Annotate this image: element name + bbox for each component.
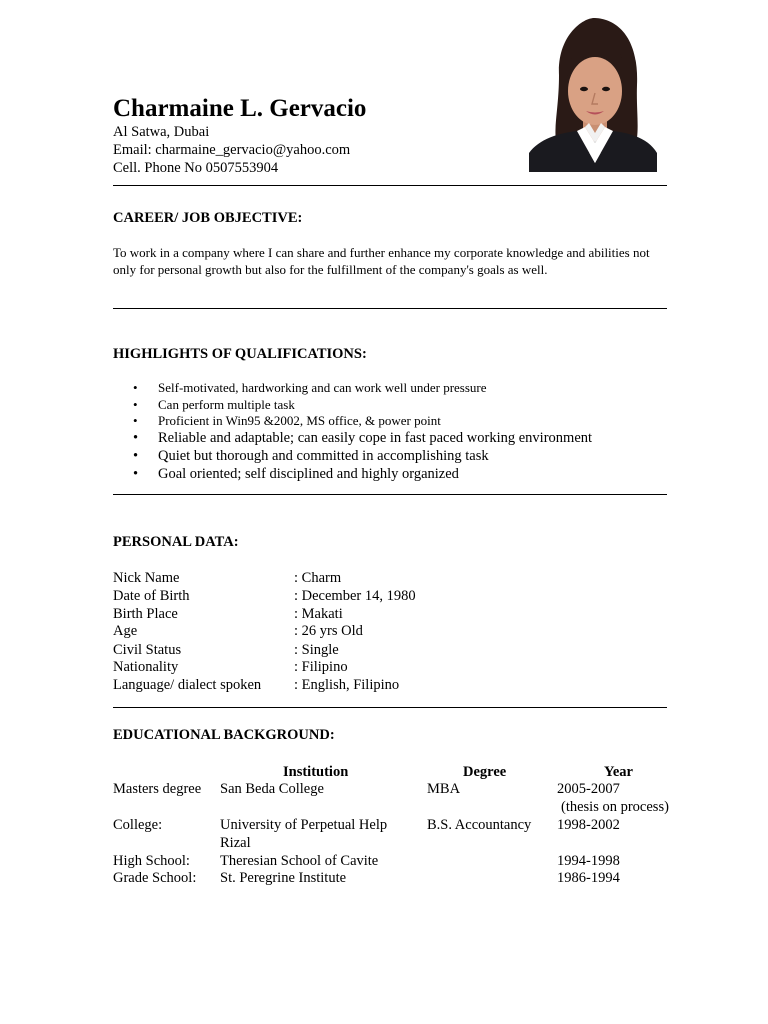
education-degree: B.S. Accountancy [427,817,532,833]
education-institution: Theresian School of Cavite [220,853,379,869]
divider [113,308,667,309]
education-level: Masters degree [113,781,202,797]
list-item [133,397,592,414]
personal-label: Civil Status [113,642,182,658]
personal-value: : Makati [294,606,343,622]
education-institution: University of Perpetual Help [220,817,388,833]
divider [113,707,667,708]
personal-label: Age [113,623,138,639]
personal-label: Birth Place [113,606,178,622]
qualification-text: Can perform multiple task [158,396,295,412]
bullet-icon: • [133,380,138,395]
qualifications-list [133,380,592,483]
education-year: 1986-1994 [557,870,620,886]
personal-label: Nationality [113,659,179,675]
education-degree: MBA [427,781,461,797]
education-institution: St. Peregrine Institute [220,870,347,886]
bullet-icon: • [133,413,138,429]
personal-label: Date of Birth [113,588,190,604]
education-level: College: [113,817,163,833]
personal-value: : December 14, 1980 [294,588,416,604]
education-institution-line2: Rizal [220,835,251,851]
list-item [133,380,592,397]
education-year: 1994-1998 [557,853,620,869]
education-year: 1998-2002 [557,817,620,833]
education-level: Grade School: [113,870,197,886]
applicant-name: Charmaine L. Gervacio [113,95,367,122]
bullet-icon: • [133,430,139,447]
education-year-note: (thesis on process) [561,799,669,815]
qualification-text: Reliable and adaptable; can easily cope in fast paced working environment [158,430,593,447]
phone: Cell. Phone No 0507553904 [113,160,279,176]
profile-photo [529,15,657,172]
list-item [133,448,592,466]
education-year: 2005-2007 [557,781,620,797]
education-level: High School: [113,853,190,869]
divider [113,185,667,186]
personal-value: : 26 yrs Old [294,623,363,639]
personal-value: : Charm [294,570,342,586]
personal-value: : English, Filipino [294,677,400,693]
column-header-year: Year [604,764,633,780]
qualifications-heading: HIGHLIGHTS OF QUALIFICATIONS: [113,346,367,362]
objective-text: To work in a company where I can share and further enhance my corporate knowledge and abilities not only for personal growth but also for the fulfillment of the company's goals as well. [113,245,650,277]
list-item [133,430,592,448]
address: Al Satwa, Dubai [113,124,210,140]
qualification-text: Self-motivated, hardworking and can work well under pressure [158,380,487,395]
bullet-icon: • [133,465,139,482]
personal-value: : Single [294,642,339,658]
personal-label: Language/ dialect spoken [113,677,262,693]
personal-label: Nick Name [113,570,180,586]
list-item [133,466,592,484]
column-header-institution: Institution [283,764,349,780]
qualification-text: Proficient in Win95 &2002, MS office, & power point [158,413,441,429]
qualification-text: Quiet but thorough and committed in accomplishing task [158,447,489,464]
email: Email: charmaine_gervacio@yahoo.com [113,142,351,158]
divider [113,494,667,495]
qualification-text: Goal oriented; self disciplined and highly organized [158,465,459,482]
objective-heading: CAREER/ JOB OBJECTIVE: [113,210,303,226]
personal-value: : Filipino [294,659,348,675]
personal-data-heading: PERSONAL DATA: [113,534,239,550]
column-header-degree: Degree [463,764,507,780]
bullet-icon: • [133,447,139,464]
bullet-icon: • [133,396,138,412]
education-heading: EDUCATIONAL BACKGROUND: [113,727,335,743]
list-item [133,413,592,430]
education-institution: San Beda College [220,781,324,797]
